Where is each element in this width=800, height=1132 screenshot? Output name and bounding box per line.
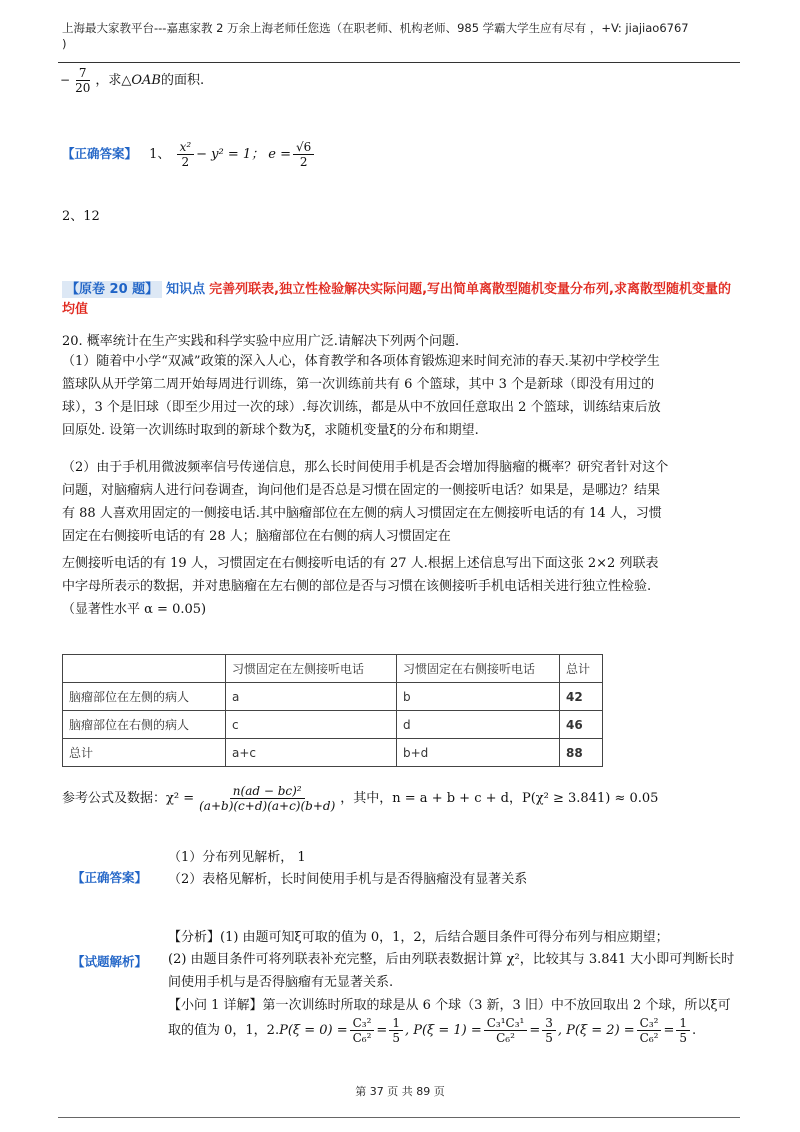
answer-20-line-1: （1）分布列见解析， 1 <box>168 850 306 865</box>
answer-19-line-1: 【正确答案】 1、 $\frac{\text{x²}}{2}$ − y² = 1； e = $\frac{√6}{2}$ <box>62 140 316 169</box>
question-banner <box>62 280 742 320</box>
table-row <box>63 683 603 711</box>
fraction: $\frac{7}{20}$ <box>75 66 91 95</box>
knowledge-point-topics: 完善列联表,独立性检验解决实际问题,写出简单离散型随机变量分布列,求离散型随机变量的均值 <box>62 282 731 317</box>
table-cell: 46 <box>560 711 603 739</box>
reference-formula: 参考公式及数据：χ² = $\frac{\text{n(ad − bc)²}}{(a+b)(c+d)(a+c)(b+d)}$ ，其中，n = a + b + c + d，P(χ² ≥ 3.841) ≈ 0.05 <box>62 784 659 813</box>
fraction: $\frac{1}{5}$ <box>389 1016 403 1045</box>
table-header-cell: 习惯固定在左侧接听电话 <box>226 655 397 683</box>
table-header-row <box>63 655 603 683</box>
fraction: $\frac{\text{C₃¹C₃¹}}{\text{C₆²}}$ <box>484 1016 528 1045</box>
contingency-table <box>62 654 603 767</box>
q20-intro: 20. 概率统计在生产实践和科学实验中应用广泛.请解决下列两个问题. <box>62 334 460 349</box>
table-cell: c <box>226 711 397 739</box>
table-header-cell <box>63 655 226 683</box>
fraction: $\frac{3}{5}$ <box>542 1016 556 1045</box>
answer-20-line-2: （2）表格见解析，长时间使用手机与是否得脑瘤没有显著关系 <box>168 872 528 887</box>
table-cell: 42 <box>560 683 603 711</box>
table-row <box>63 711 603 739</box>
previous-question-tail: − $\frac{7}{20}$ ，求△OAB的面积. <box>60 66 205 95</box>
answer-19-line-2: 2、12 <box>62 209 100 224</box>
q20-part-2b: 左侧接听电话的有 19 人，习惯固定在右侧接听电话的有 27 人.根据上述信息写出下面这张 2×2 列联表中字母所表示的数据，并对患脑瘤在左右侧的部位是否与习惯在该侧接听手机电话相关进行独立性检验.（显著性水平 α = 0.05) <box>62 556 659 617</box>
analysis-line-4: 取的值为 0，1，2.P(ξ = 0) = $\frac{\text{C₃²}}{\text{C₆²}}$ = $\frac{1}{5}$ , P(ξ = 1) = $\frac{\text{C₃¹C₃¹}}{\text{C₆²}}$ = $\frac{3}{5}$ , P(ξ = 2) = $\frac{\text{C₃²}}{\text{C₆²}}$ = $\frac{1}{5}$ . <box>168 1016 697 1045</box>
page-header <box>62 20 742 52</box>
correct-answer-label: 【正确答案】 <box>72 870 148 885</box>
fraction: $\frac{1}{5}$ <box>676 1016 690 1045</box>
fraction: $\frac{\text{n(ad − bc)²}}{(a+b)(c+d)(a+c)(b+d)}$ <box>199 784 336 813</box>
fraction: $\frac{√6}{2}$ <box>293 140 314 169</box>
table-cell: b <box>397 683 560 711</box>
footer-divider <box>58 1117 740 1118</box>
original-question-tag: 【原卷 20 题】 <box>62 281 162 298</box>
fraction: $\frac{\text{x²}}{2}$ <box>177 140 195 169</box>
q20-part-1: （1）随着中小学“双减”政策的深入人心，体育教学和各项体育锻炼迎来时间充沛的春天.某初中学校学生篮球队从开学第二周开始每周进行训练，第一次训练前共有 6 个篮球，其中 3 个是新球（即没有用过的球），3 个是旧球（即至少用过一次的球）.每次训练，都是从中不放回任意取出 2 个篮球，训练结束后放回原处. 设第一次训练时取到的新球个数为ξ，求随机变量ξ的分布和期望. <box>62 354 661 438</box>
table-cell: b+d <box>397 739 560 767</box>
analysis-line-2: (2) 由题目条件可将列联表补充完整，后由列联表数据计算 χ²，比较其与 3.841 大小即可判断长时间使用手机与是否得脑瘤有无显著关系. <box>168 952 735 990</box>
table-cell: 总计 <box>63 739 226 767</box>
header-divider <box>58 62 740 63</box>
table-cell: d <box>397 711 560 739</box>
fraction: $\frac{\text{C₃²}}{\text{C₆²}}$ <box>637 1016 662 1045</box>
header-line-2: ) <box>62 37 67 51</box>
analysis-line-1: 【分析】(1) 由题可知ξ可取的值为 0，1，2，后结合题目条件可得分布列与相应期望； <box>168 930 669 945</box>
table-header-cell: 习惯固定在右侧接听电话 <box>397 655 560 683</box>
header-line-1: 上海最大家教平台---嘉惠家教 2 万余上海老师任您选（在职老师、机构老师、985 学霸大学生应有尽有 ，+V: jiajiao6767 <box>62 21 689 35</box>
q20-part-2a: （2）由于手机用微波频率信号传递信息，那么长时间使用手机是否会增加得脑瘤的概率？研究者针对这个问题，对脑瘤病人进行问卷调查，询问他们是否总是习惯在固定的一侧接听电话？如果是，是哪边？结果有 88 人喜欢用固定的一侧接电话.其中脑瘤部位在左侧的病人习惯固定在左侧接听电话的有 14 人，习惯固定在右侧接听电话的有 28 人；脑瘤部位在右侧的病人习惯固定在 <box>62 460 669 544</box>
table-cell: 脑瘤部位在右侧的病人 <box>63 711 226 739</box>
fraction: $\frac{\text{C₃²}}{\text{C₆²}}$ <box>350 1016 375 1045</box>
analysis-line-3: 【小问 1 详解】第一次训练时所取的球是从 6 个球（3 新，3 旧）中不放回取出 2 个球，所以ξ可 <box>168 998 731 1013</box>
knowledge-point-label: 知识点 <box>166 282 206 297</box>
table-row <box>63 739 603 767</box>
table-cell: a <box>226 683 397 711</box>
table-header-cell: 总计 <box>560 655 603 683</box>
table-cell: 脑瘤部位在左侧的病人 <box>63 683 226 711</box>
correct-answer-label: 【正确答案】 <box>62 146 138 161</box>
analysis-label: 【试题解析】 <box>72 954 148 969</box>
table-cell: a+c <box>226 739 397 767</box>
table-cell: 88 <box>560 739 603 767</box>
page-number: 第 37 页 共 89 页 <box>355 1085 445 1098</box>
triangle-oab: △OAB <box>121 73 161 88</box>
